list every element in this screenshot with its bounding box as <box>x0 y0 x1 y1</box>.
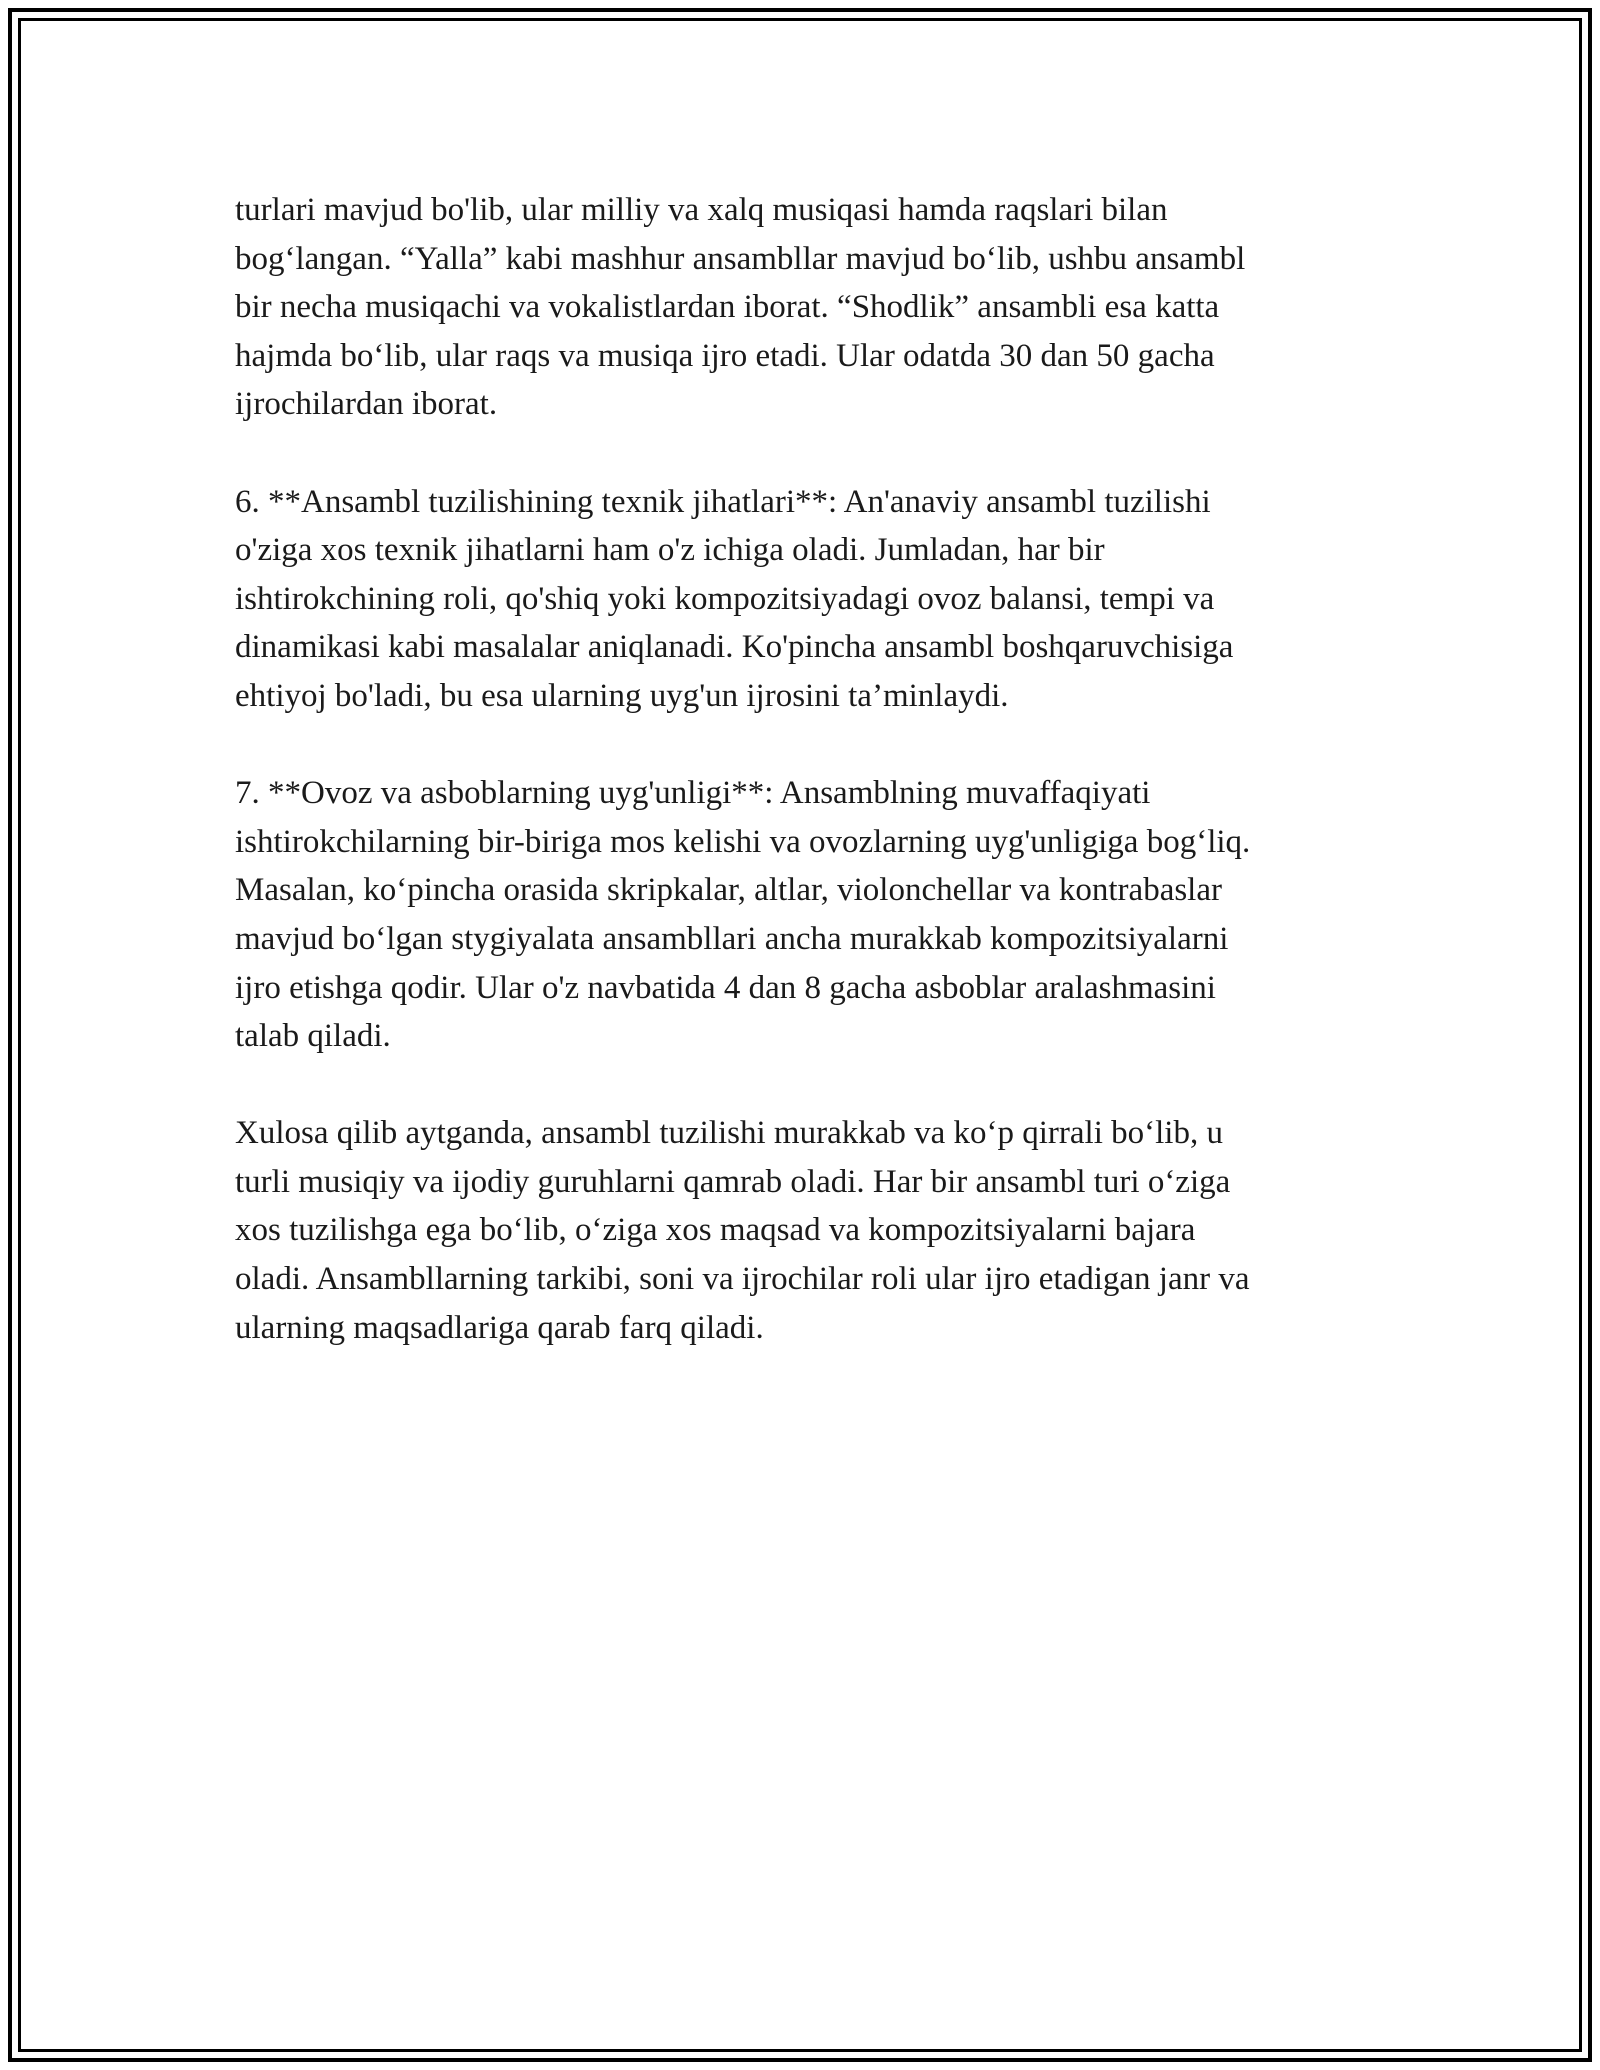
text-line: bir necha musiqachi va vokalistlardan iborat. “Shodlik” ansambli esa katta <box>235 289 1220 326</box>
text-line: ishtirokchilarning bir-biriga mos kelishi va ovozlarning uyg'unligiga bog‘liq. <box>235 823 1251 860</box>
paragraph-conclusion <box>235 1109 1385 1352</box>
text-line: hajmda bo‘lib, ular raqs va musiqa ijro etadi. Ular odatda 30 dan 50 gacha <box>235 337 1215 374</box>
text-line: o'ziga xos texnik jihatlarni ham o'z ichiga oladi. Jumladan, har bir <box>235 532 1105 569</box>
text-line: bog‘langan. “Yalla” kabi mashhur ansambllar mavjud bo‘lib, ushbu ansambl <box>235 240 1246 277</box>
text-line: ijrochilardan iborat. <box>235 386 498 423</box>
paragraph-item-7 <box>235 769 1385 1061</box>
text-line: turlari mavjud bo'lib, ular milliy va xalq musiqasi hamda raqslari bilan <box>235 192 1168 228</box>
text-line: Masalan, ko‘pincha orasida skripkalar, altlar, violonchellar va kontrabaslar <box>235 872 1222 909</box>
text-line: 6. **Ansambl tuzilishining texnik jihatlari**: An'anaviy ansambl tuzilishi <box>235 483 1211 520</box>
text-line: talab qiladi. <box>235 1018 391 1055</box>
text-line: ularning maqsadlariga qarab farq qiladi. <box>235 1309 764 1346</box>
text-line: ishtirokchining roli, qo'shiq yoki kompozitsiyadagi ovoz balansi, tempi va <box>235 580 1215 617</box>
text-line: turli musiqiy va ijodiy guruhlarni qamrab oladi. Har bir ansambl turi o‘ziga <box>235 1163 1231 1200</box>
document-body <box>235 186 1385 1401</box>
paragraph-item-6 <box>235 478 1385 721</box>
text-line: 7. **Ovoz va asboblarning uyg'unligi**: Ansamblning muvaffaqiyati <box>235 775 1151 812</box>
text-line: xos tuzilishga ega bo‘lib, o‘ziga xos maqsad va kompozitsiyalarni bajara <box>235 1212 1196 1249</box>
text-line: dinamikasi kabi masalalar aniqlanadi. Ko'pincha ansambl boshqaruvchisiga <box>235 629 1234 666</box>
text-line: mavjud bo‘lgan stygiyalata ansambllari ancha murakkab kompozitsiyalarni <box>235 920 1229 957</box>
text-line: ijro etishga qodir. Ular o'z navbatida 4 dan 8 gacha asboblar aralashmasini <box>235 969 1216 1006</box>
paragraph-continuation <box>235 186 1385 429</box>
text-line: ehtiyoj bo'ladi, bu esa ularning uyg'un ijrosini ta’minlaydi. <box>235 677 1009 714</box>
text-line: Xulosa qilib aytganda, ansambl tuzilishi murakkab va ko‘p qirrali bo‘lib, u <box>235 1115 1223 1152</box>
text-line: oladi. Ansambllarning tarkibi, soni va ijrochilar roli ular ijro etadigan janr va <box>235 1261 1250 1298</box>
